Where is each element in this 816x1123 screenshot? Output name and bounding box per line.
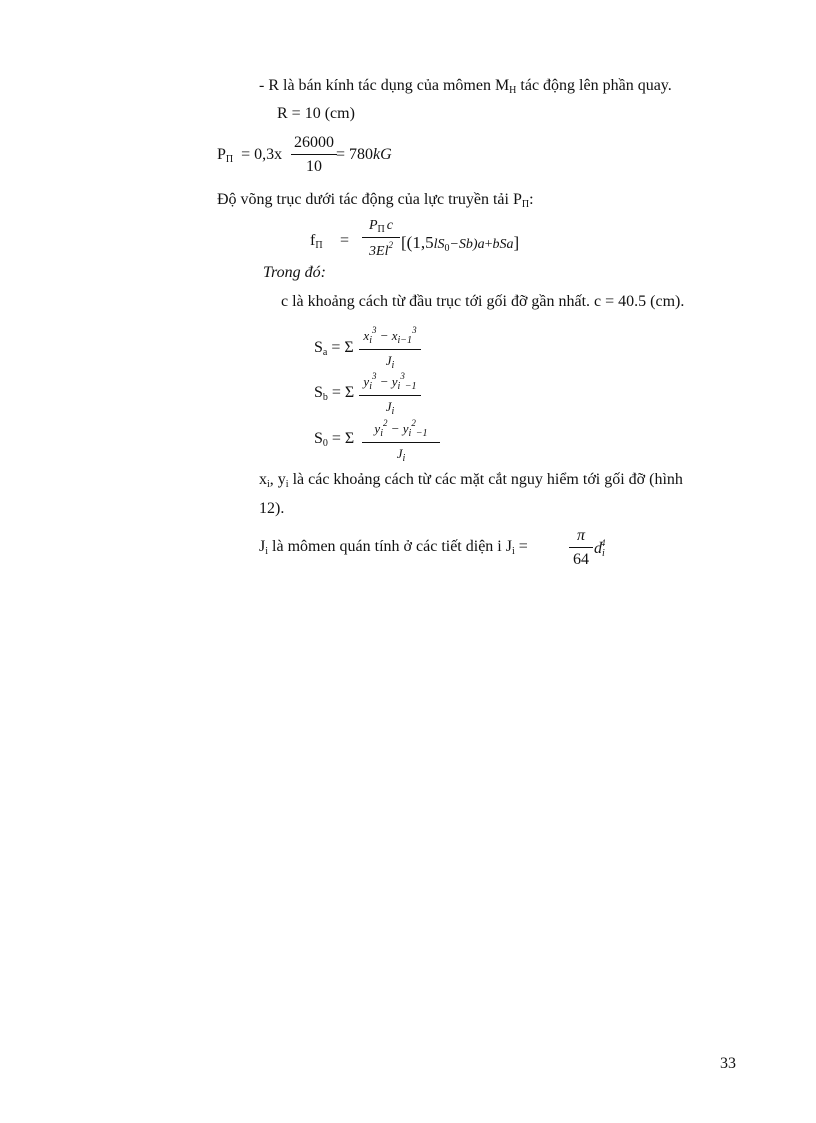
text-line-deflection: Độ võng trục dưới tác động của lực truyền tải $P_\Pi$: [217, 191, 534, 210]
text-line-c: c là khoảng cách từ đầu trục tới gối đỡ gần nhất. c = 40.5 (cm). [281, 293, 685, 310]
fraction-j: π 64 [569, 528, 593, 568]
text-line-xy-cont: 12). [259, 500, 285, 517]
page-number: 33 [720, 1055, 736, 1072]
where-label: Trong đó: [263, 264, 326, 281]
text-line-xy: $x_i$, $y_i$ là các khoảng cách từ các mặt cắt nguy hiểm tới gối đỡ (hình [259, 471, 683, 490]
text-line-radius: - R là bán kính tác dụng của mômen $M_H$ tác động lên phần quay. [259, 77, 672, 96]
text-line-r-value: R = 10 (cm) [277, 105, 355, 122]
fraction-f: $P_\Pi$ c 3El$^2$ [362, 219, 400, 259]
fraction-p: 26000 10 [291, 135, 337, 175]
